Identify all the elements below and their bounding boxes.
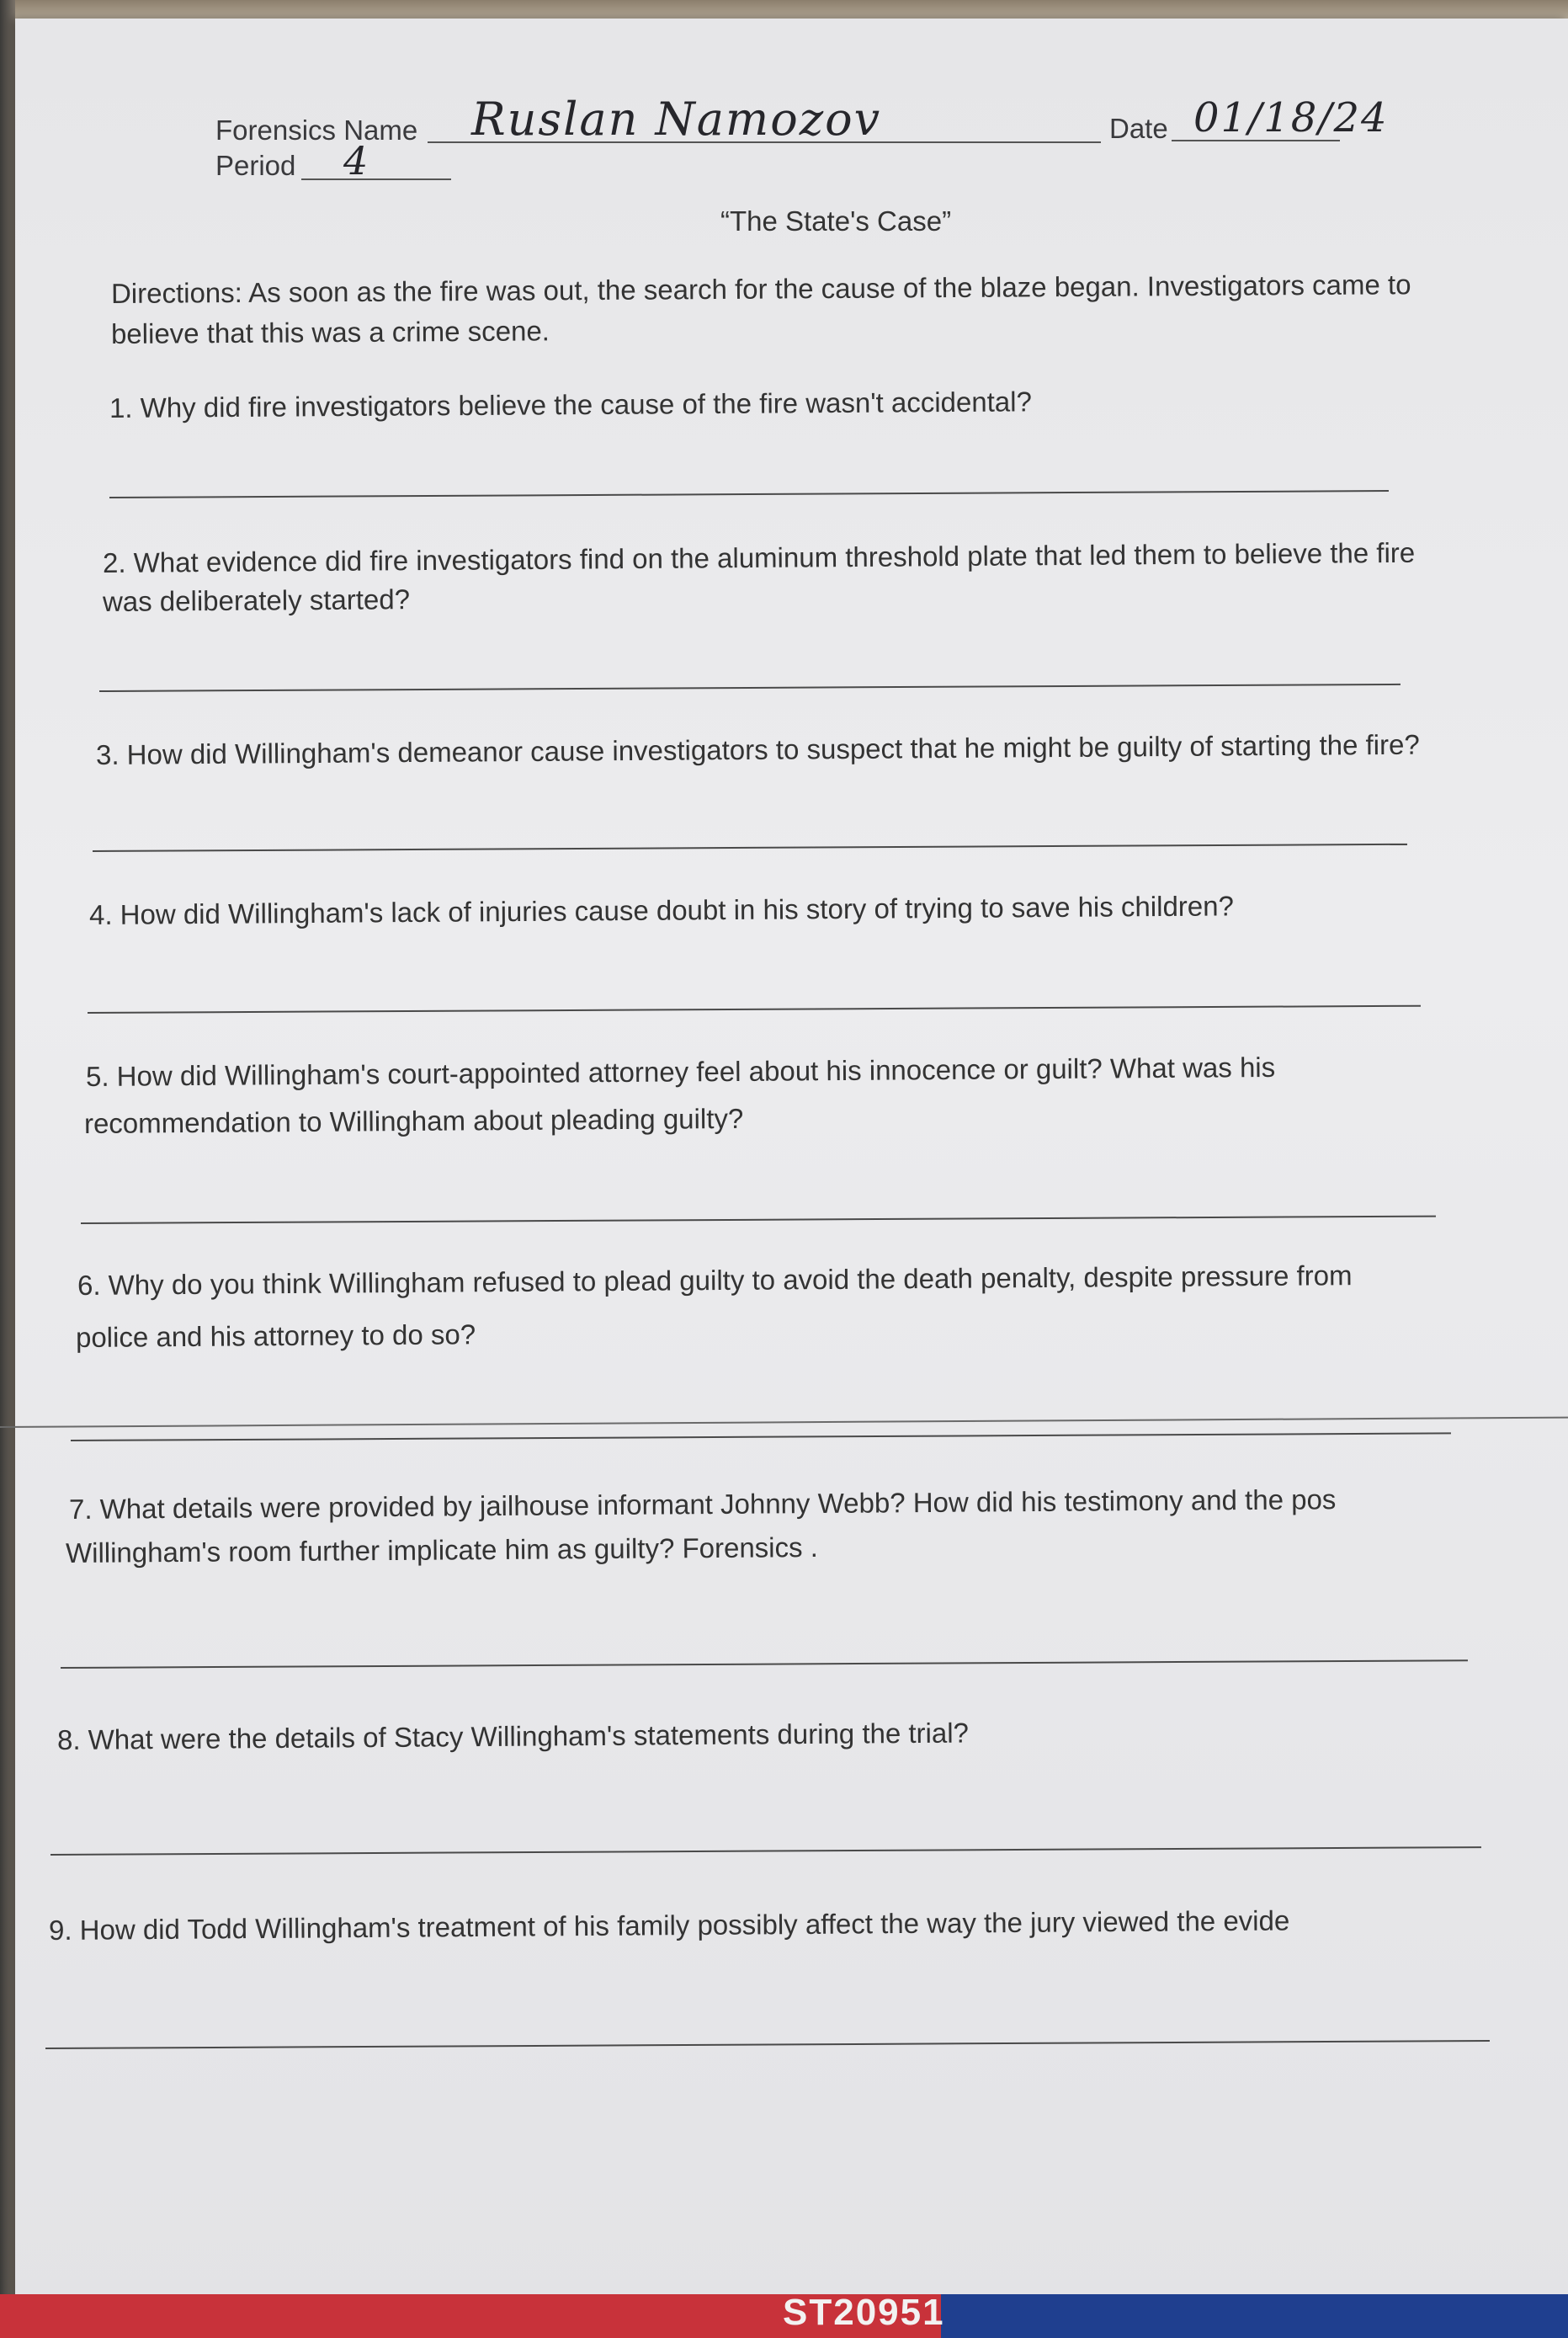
question-8-text: 8. What were the details of Stacy Willingham's statements during the trial? xyxy=(56,1717,970,1755)
directions-line-2: believe that this was a crime scene. xyxy=(110,315,550,349)
question-5-text-line-2: recommendation to Willingham about pleading guilty? xyxy=(83,1102,744,1139)
question-7-text-line-2: Willingham's room further implicate him as guilty? Forensics . xyxy=(65,1531,819,1568)
question-6-text-line-1: 6. Why do you think Willingham refused to plead guilty to avoid the death penalty, despite pressure from xyxy=(77,1260,1353,1301)
question-3-text: 3. How did Willingham's demeanor cause investigators to suspect that he might be guilty of starting the fire? xyxy=(95,728,1420,770)
question-6-text-line-2: police and his attorney to do so? xyxy=(75,1318,476,1353)
question-1-text: 1. Why did fire investigators believe the cause of the fire wasn't accidental? xyxy=(109,386,1032,423)
question-4-text: 4. How did Willingham's lack of injuries cause doubt in his story of trying to save his children? xyxy=(88,890,1235,930)
worksheet-paper xyxy=(15,19,1568,2317)
folder-label: ST20951 xyxy=(783,2292,945,2333)
question-9-text: 9. How did Todd Willingham's treatment of his family possibly affect the way the jury viewed the evide xyxy=(48,1904,1290,1946)
date-label: Date xyxy=(1109,113,1168,144)
directions-line-1: Directions: As soon as the fire was out, the search for the cause of the blaze began. Investigators came to xyxy=(110,269,1411,309)
question-5-text-line-1: 5. How did Willingham's court-appointed attorney feel about his innocence or guilt? What was his xyxy=(85,1051,1276,1092)
question-7-text-line-1: 7. What details were provided by jailhouse informant Johnny Webb? How did his testimony and the pos xyxy=(68,1483,1337,1525)
background-surface-top xyxy=(0,0,1568,19)
name-handwriting: Ruslan Namozov xyxy=(471,93,882,146)
question-2-text-line-1: 2. What evidence did fire investigators find on the aluminum threshold plate that led them to believe the fire xyxy=(102,536,1416,578)
date-handwriting: 01/18/24 xyxy=(1193,94,1389,141)
period-label: Period xyxy=(215,150,296,181)
period-underline xyxy=(301,178,451,180)
name-label: Forensics Name xyxy=(215,115,418,146)
background-surface-left xyxy=(0,0,15,2338)
worksheet-title: “The State's Case” xyxy=(720,205,952,237)
period-handwriting: 4 xyxy=(343,138,370,184)
question-2-text-line-2: was deliberately started? xyxy=(102,583,411,617)
